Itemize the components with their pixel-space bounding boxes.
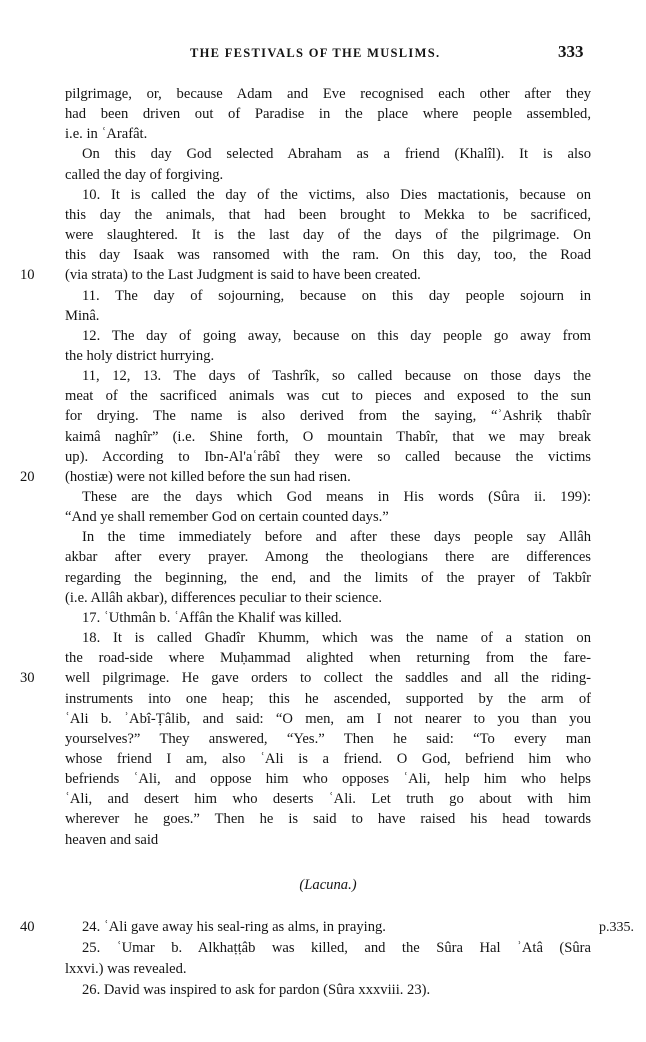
text-line: 17. ʿUthmân b. ʿAffân the Khalif was killed. bbox=[82, 609, 342, 626]
text-line: this day the animals, that had been brought to Mekka to be sacrificed, bbox=[65, 206, 591, 223]
text-line: up). According to Ibn-Al'aʿrâbî they were so called because the victims bbox=[65, 448, 591, 465]
text-line: These are the days which God means in His words (Sûra ii. 199): bbox=[82, 489, 591, 505]
text-line: whose friend I am, also ʿAli is a friend. O God, befriend him who bbox=[65, 750, 591, 767]
text-line: meat of the sacrificed animals was cut to pieces and exposed to the sun bbox=[65, 388, 591, 405]
text-line: “And ye shall remember God on certain counted days.” bbox=[65, 509, 389, 526]
line-number: 40 bbox=[20, 919, 35, 935]
text-line: 11, 12, 13. The days of Tashrîk, so called because on those days the bbox=[82, 368, 591, 385]
text-line: In the time immediately before and after these days people say Allâh bbox=[82, 529, 591, 546]
text-line: akbar after every prayer. Among the theologians there are differences bbox=[65, 549, 591, 566]
text-line: 24. ʿAli gave away his seal-ring as alms, in praying. bbox=[82, 919, 386, 935]
text-line: this day Isaak was ransomed with the ram. On this day, too, the Road bbox=[65, 247, 591, 264]
text-line: the road-side where Muḥammad alighted when returning from the fare- bbox=[65, 650, 591, 667]
text-line: had been driven out of Paradise in the place where people assembled, bbox=[65, 106, 591, 123]
text-line: regarding the beginning, the end, and the limits of the prayer of Takbîr bbox=[65, 569, 591, 586]
text-line: (hostiæ) were not killed before the sun had risen. bbox=[65, 468, 351, 485]
text-line: 26. David was inspired to ask for pardon (Sûra xxxviii. 23). bbox=[82, 982, 431, 998]
text-line: for drying. The name is also derived from the saying, “ʾAshriḳ thabîr bbox=[65, 408, 591, 425]
text-line: (via strata) to the Last Judgment is said to have been created. bbox=[65, 267, 421, 284]
lacuna-marker: (Lacuna.) bbox=[299, 877, 357, 893]
text-line: kaimâ naghîr” (i.e. Shine forth, O mountain Thabîr, that we may break bbox=[65, 428, 591, 445]
text-line: On this day God selected Abraham as a friend (Khalîl). It is also bbox=[82, 146, 591, 163]
text-line: called the day of forgiving. bbox=[65, 166, 224, 183]
running-title: THE FESTIVALS OF THE MUSLIMS. bbox=[190, 46, 441, 60]
text-line: wherever he goes.” Then he is said to have raised his head towards bbox=[65, 811, 591, 828]
text-line: 25. ʿUmar b. Alkhaṭṭâb was killed, and the Sûra Hal ʾAtâ (Sûra bbox=[82, 940, 591, 956]
page-number: 333 bbox=[558, 42, 584, 61]
text-line: ʿAli, and desert him who deserts ʿAli. Let truth go about with him bbox=[65, 791, 591, 808]
text-line: were slaughtered. It is the last day of the days of the pilgrimage. On bbox=[65, 227, 591, 244]
line-number: 30 bbox=[20, 670, 35, 686]
text-line: 12. The day of going away, because on this day people go away from bbox=[82, 327, 591, 344]
text-line: ʿAli b. ʾAbî-Ṭâlib, and said: “O men, am I not nearer to you than you bbox=[65, 710, 591, 727]
text-line: lxxvi.) was revealed. bbox=[65, 961, 187, 977]
text-line: yourselves?” They answered, “Yes.” Then he said: “To every man bbox=[65, 730, 591, 747]
text-line: (i.e. Allâh akbar), differences peculiar to their science. bbox=[65, 589, 382, 606]
text-line: pilgrimage, or, because Adam and Eve recognised each other after they bbox=[65, 86, 591, 102]
text-line: instruments into one heap; this he ascended, supported by the arm of bbox=[65, 690, 591, 707]
text-line: well pilgrimage. He gave orders to collect the saddles and all the riding- bbox=[65, 670, 591, 687]
text-line: heaven and said bbox=[65, 831, 159, 848]
text-line: 11. The day of sojourning, because on this day people sojourn in bbox=[82, 287, 591, 304]
text-line: 10. It is called the day of the victims, also Dies mactationis, because on bbox=[82, 186, 591, 203]
text-line: 18. It is called Ghadîr Khumm, which was the name of a station on bbox=[82, 630, 591, 647]
text-line: the holy district hurrying. bbox=[65, 347, 215, 364]
line-number: 20 bbox=[20, 469, 35, 485]
line-number: 10 bbox=[20, 267, 35, 283]
text-line: i.e. in ʿArafât. bbox=[65, 126, 148, 143]
text-line: Minâ. bbox=[65, 307, 100, 324]
margin-page-reference: p.335. bbox=[599, 920, 634, 935]
text-line: befriends ʿAli, and oppose him who opposes ʿAli, help him who helps bbox=[65, 771, 591, 788]
